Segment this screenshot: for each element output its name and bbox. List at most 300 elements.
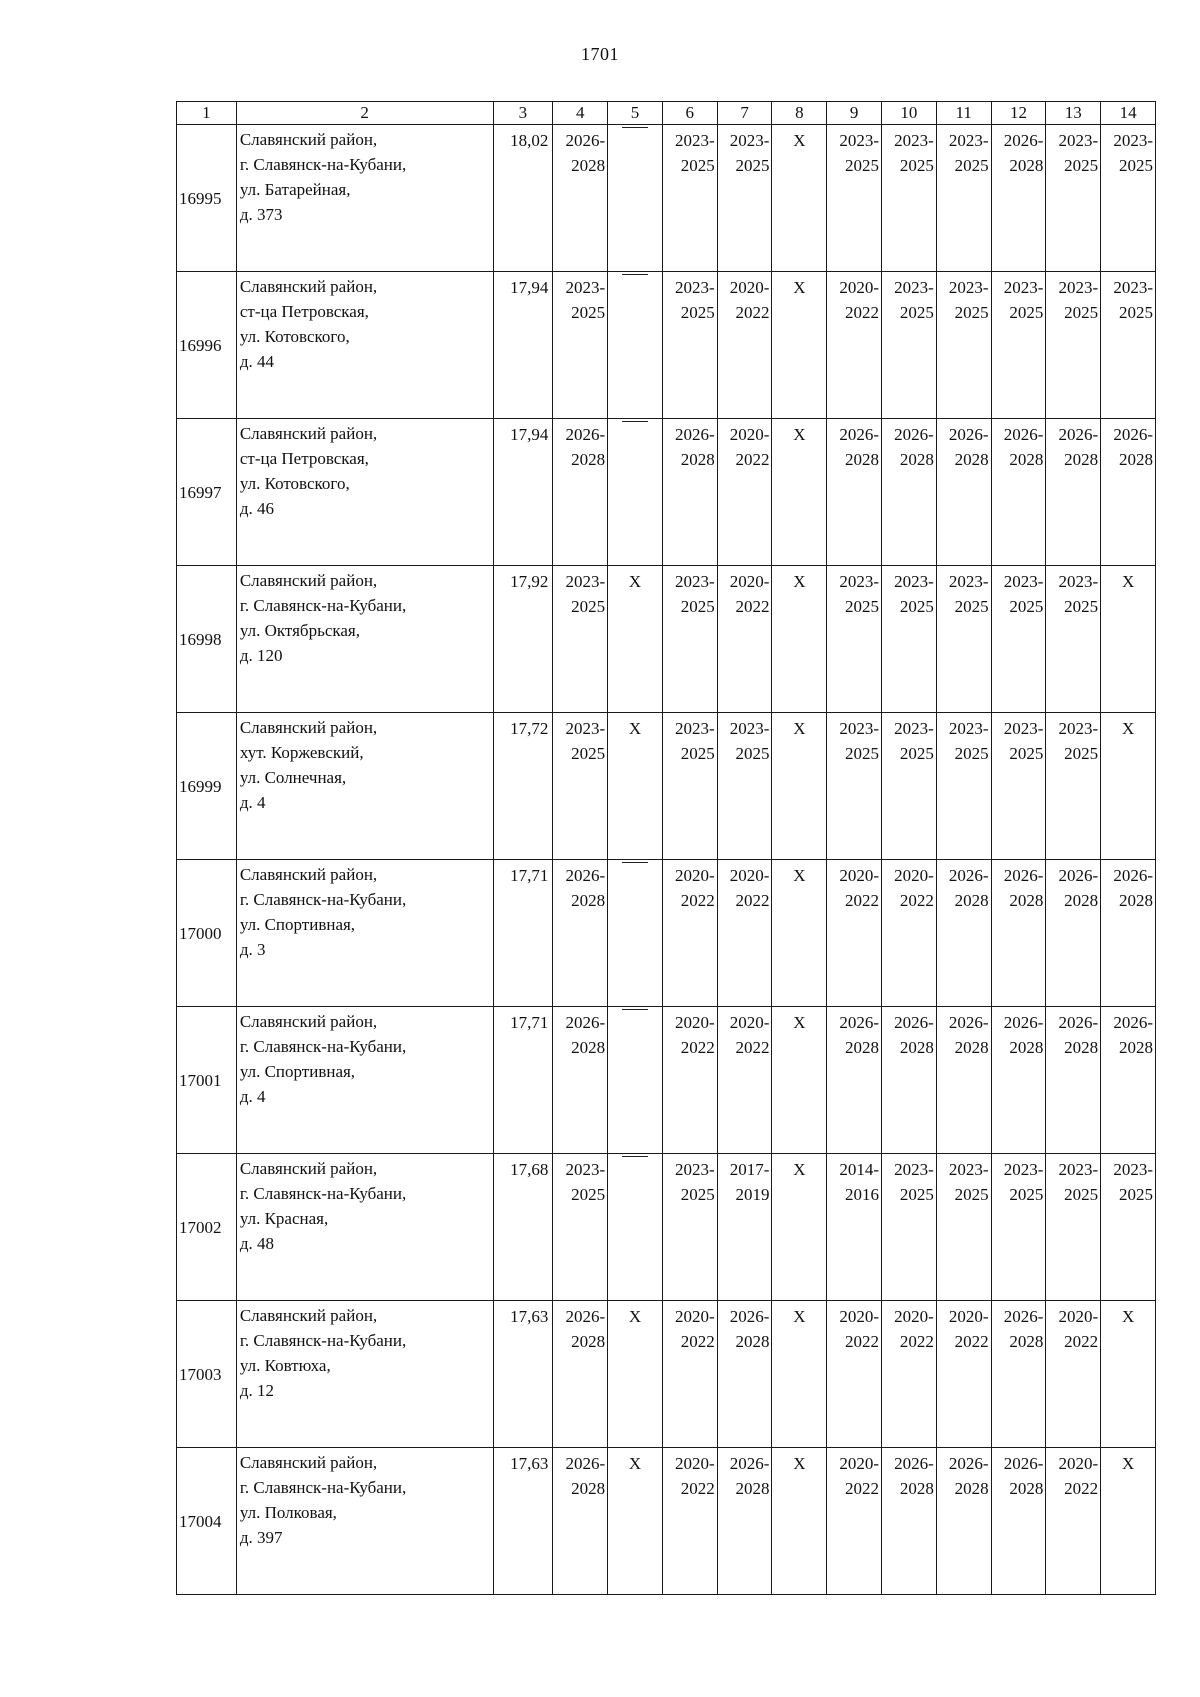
period-cell [553, 419, 608, 566]
period-cell [827, 1154, 882, 1301]
period-cell [1101, 1007, 1156, 1154]
period-end: 2025 [899, 597, 934, 616]
not-applicable-cell: X [772, 1007, 827, 1154]
value-cell: 17,72 [493, 713, 553, 860]
table-row [177, 419, 1156, 566]
period-end: 2022 [845, 891, 880, 910]
period-cell [827, 1448, 882, 1595]
address-line: Славянский район, [239, 424, 378, 443]
period-start: 2026- [948, 1454, 989, 1473]
period-cell [553, 1007, 608, 1154]
period-end: 2025 [954, 1185, 989, 1204]
period-cell [936, 1154, 991, 1301]
period-cell [1046, 1154, 1101, 1301]
address-line: ул. Октябрьская, [239, 621, 360, 640]
not-applicable-cell: X [608, 1448, 663, 1595]
period-cell [936, 1007, 991, 1154]
period-start: 2023- [1058, 1160, 1099, 1179]
table-row [177, 272, 1156, 419]
period-cell [882, 860, 937, 1007]
period-start: 2026- [565, 131, 606, 150]
period-end: 2028 [954, 1479, 989, 1498]
period-start: 2023- [894, 278, 934, 297]
value-cell: 18,02 [493, 125, 553, 272]
period-end: 2022 [680, 1479, 715, 1498]
period-end: 2028 [954, 1038, 989, 1057]
period-end: 2025 [1064, 744, 1099, 763]
empty-mark-cell [608, 125, 663, 272]
period-end: 2025 [899, 1185, 934, 1204]
table-row [177, 125, 1156, 272]
address-line: г. Славянск-на-Кубани, [239, 155, 407, 174]
period-start: 2023- [1113, 1160, 1153, 1179]
value-cell: 17,63 [493, 1448, 553, 1595]
period-end: 2022 [954, 1332, 989, 1351]
period-cell [991, 1448, 1046, 1595]
period-cell [717, 1007, 772, 1154]
period-end: 2022 [735, 1038, 770, 1057]
period-start: 2023- [948, 719, 989, 738]
period-cell [662, 1448, 717, 1595]
period-cell [717, 566, 772, 713]
table-row [177, 860, 1156, 1007]
address-line: д. 12 [239, 1381, 274, 1400]
period-start: 2014- [839, 1160, 880, 1179]
period-cell [1046, 1448, 1101, 1595]
address-cell [236, 713, 493, 860]
period-start: 2023- [1003, 1160, 1044, 1179]
period-end: 2025 [954, 597, 989, 616]
period-end: 2028 [1009, 1332, 1044, 1351]
address-line: Славянский район, [239, 718, 378, 737]
address-line: Славянский район, [239, 571, 378, 590]
period-cell [553, 1448, 608, 1595]
address-cell [236, 860, 493, 1007]
period-end: 2025 [680, 303, 715, 322]
period-cell [1101, 1154, 1156, 1301]
period-end: 2028 [1119, 1038, 1153, 1057]
period-cell [991, 860, 1046, 1007]
table-body [177, 102, 1156, 1595]
not-applicable-cell: X [1101, 1301, 1156, 1448]
address-line: Славянский район, [239, 277, 378, 296]
period-cell [553, 272, 608, 419]
address-line: ст-ца Петровская, [239, 449, 369, 468]
period-end: 2025 [1119, 156, 1153, 175]
period-cell [936, 713, 991, 860]
address-line: д. 46 [239, 499, 274, 518]
period-end: 2025 [845, 156, 880, 175]
period-start: 2023- [948, 572, 989, 591]
address-line: хут. Коржевский, [239, 743, 364, 762]
period-start: 2023- [729, 719, 770, 738]
period-start: 2026- [1003, 1454, 1044, 1473]
address-line: ул. Полковая, [239, 1503, 337, 1522]
not-applicable-cell: X [1101, 1448, 1156, 1595]
period-end: 2025 [954, 303, 989, 322]
period-start: 2026- [894, 1013, 934, 1032]
period-end: 2028 [1009, 1479, 1044, 1498]
period-cell [936, 1301, 991, 1448]
period-end: 2022 [899, 891, 934, 910]
period-end: 2028 [1009, 1038, 1044, 1057]
not-applicable-cell: X [772, 1154, 827, 1301]
address-line: д. 3 [239, 940, 266, 959]
period-start: 2020- [839, 1454, 880, 1473]
value-cell: 17,71 [493, 860, 553, 1007]
period-cell [553, 713, 608, 860]
address-line: Славянский район, [239, 1306, 378, 1325]
period-start: 2026- [565, 866, 606, 885]
table-row [177, 1007, 1156, 1154]
period-end: 2028 [845, 1038, 880, 1057]
period-end: 2025 [571, 1185, 606, 1204]
period-start: 2026- [948, 1013, 989, 1032]
period-end: 2028 [1009, 891, 1044, 910]
period-start: 2026- [565, 1013, 606, 1032]
period-end: 2028 [571, 891, 606, 910]
not-applicable-cell: X [1101, 566, 1156, 713]
address-line: г. Славянск-на-Кубани, [239, 1331, 407, 1350]
address-line: Славянский район, [239, 130, 378, 149]
period-start: 2023- [675, 719, 715, 738]
period-end: 2022 [735, 891, 770, 910]
period-cell [1101, 125, 1156, 272]
address-line: Славянский район, [239, 1159, 378, 1178]
address-line: д. 48 [239, 1234, 274, 1253]
period-end: 2028 [735, 1479, 770, 1498]
empty-mark-cell [608, 1154, 663, 1301]
value-cell: 17,92 [493, 566, 553, 713]
dash-mark [622, 274, 648, 300]
period-start: 2023- [1058, 572, 1099, 591]
column-header: 7 [717, 102, 772, 125]
period-cell [827, 1007, 882, 1154]
page-number: 1701 [581, 44, 619, 64]
period-cell [936, 125, 991, 272]
not-applicable-cell: X [772, 419, 827, 566]
period-cell [1101, 860, 1156, 1007]
address-line: Славянский район, [239, 1453, 378, 1472]
not-applicable-cell: X [608, 1301, 663, 1448]
table-row [177, 566, 1156, 713]
period-end: 2025 [1009, 1185, 1044, 1204]
period-cell [1046, 125, 1101, 272]
period-end: 2025 [680, 744, 715, 763]
period-end: 2028 [1119, 891, 1153, 910]
address-line: ул. Спортивная, [239, 1062, 356, 1081]
period-cell [991, 1301, 1046, 1448]
period-start: 2017- [729, 1160, 770, 1179]
period-end: 2028 [899, 450, 934, 469]
period-cell [662, 566, 717, 713]
address-line: ул. Солнечная, [239, 768, 347, 787]
column-header: 1 [177, 102, 237, 125]
period-cell [662, 272, 717, 419]
period-start: 2020- [675, 1013, 715, 1032]
period-end: 2028 [954, 891, 989, 910]
period-start: 2023- [839, 131, 880, 150]
period-start: 2023- [1003, 572, 1044, 591]
period-end: 2028 [899, 1479, 934, 1498]
period-start: 2026- [1003, 1013, 1044, 1032]
period-cell [991, 1007, 1046, 1154]
period-start: 2026- [565, 1307, 606, 1326]
row-number-cell: 16997 [177, 419, 237, 566]
period-cell [882, 566, 937, 713]
not-applicable-cell: X [772, 1301, 827, 1448]
address-line: Славянский район, [239, 865, 378, 884]
row-number-cell: 17000 [177, 860, 237, 1007]
period-end: 2022 [899, 1332, 934, 1351]
value-cell: 17,94 [493, 419, 553, 566]
period-end: 2028 [1009, 450, 1044, 469]
period-start: 2026- [1113, 866, 1153, 885]
period-start: 2023- [1003, 278, 1044, 297]
period-start: 2020- [839, 866, 880, 885]
row-number-cell: 16996 [177, 272, 237, 419]
period-end: 2025 [735, 156, 770, 175]
address-cell [236, 1154, 493, 1301]
period-start: 2026- [1058, 1013, 1099, 1032]
period-end: 2025 [1119, 303, 1153, 322]
period-start: 2026- [565, 425, 606, 444]
dash-mark [622, 127, 648, 153]
period-cell [827, 713, 882, 860]
period-cell [991, 272, 1046, 419]
address-cell [236, 566, 493, 713]
period-end: 2025 [1064, 156, 1099, 175]
column-header: 13 [1046, 102, 1101, 125]
address-line: Славянский район, [239, 1012, 378, 1031]
period-end: 2022 [680, 1038, 715, 1057]
period-end: 2028 [1064, 450, 1099, 469]
period-start: 2023- [565, 572, 606, 591]
period-end: 2025 [680, 1185, 715, 1204]
period-end: 2025 [845, 744, 880, 763]
period-start: 2020- [675, 1307, 715, 1326]
register-table [176, 101, 1156, 1595]
period-start: 2020- [729, 425, 770, 444]
dash-mark [622, 1009, 648, 1035]
value-cell: 17,68 [493, 1154, 553, 1301]
period-end: 2025 [845, 597, 880, 616]
period-start: 2023- [1058, 719, 1099, 738]
column-header: 10 [882, 102, 937, 125]
value-cell: 17,94 [493, 272, 553, 419]
period-start: 2026- [894, 1454, 934, 1473]
period-cell [662, 1154, 717, 1301]
period-start: 2023- [1113, 278, 1153, 297]
period-cell [882, 272, 937, 419]
period-start: 2023- [1058, 131, 1099, 150]
row-number-cell: 17004 [177, 1448, 237, 1595]
not-applicable-cell: X [772, 125, 827, 272]
address-line: ул. Красная, [239, 1209, 329, 1228]
column-header: 8 [772, 102, 827, 125]
period-cell [827, 419, 882, 566]
period-cell [1046, 713, 1101, 860]
period-cell [553, 125, 608, 272]
period-end: 2028 [845, 450, 880, 469]
period-cell [991, 419, 1046, 566]
period-end: 2028 [899, 1038, 934, 1057]
period-start: 2020- [675, 1454, 715, 1473]
period-start: 2026- [948, 866, 989, 885]
period-cell [1101, 419, 1156, 566]
not-applicable-cell: X [772, 1448, 827, 1595]
period-end: 2022 [1064, 1479, 1099, 1498]
period-start: 2023- [565, 1160, 606, 1179]
period-end: 2025 [899, 156, 934, 175]
period-start: 2020- [894, 1307, 934, 1326]
period-cell [991, 125, 1046, 272]
period-cell [882, 419, 937, 566]
empty-mark-cell [608, 1007, 663, 1154]
not-applicable-cell: X [772, 860, 827, 1007]
address-line: ул. Батарейная, [239, 180, 351, 199]
period-end: 2025 [899, 303, 934, 322]
dash-mark [622, 421, 648, 447]
period-end: 2022 [735, 597, 770, 616]
period-start: 2023- [948, 278, 989, 297]
period-end: 2025 [1009, 744, 1044, 763]
period-cell [553, 566, 608, 713]
period-end: 2022 [680, 891, 715, 910]
not-applicable-cell: X [608, 566, 663, 713]
address-line: г. Славянск-на-Кубани, [239, 1184, 407, 1203]
period-end: 2022 [735, 303, 770, 322]
period-end: 2028 [1064, 891, 1099, 910]
period-start: 2023- [948, 1160, 989, 1179]
period-end: 2025 [571, 744, 606, 763]
address-line: ст-ца Петровская, [239, 302, 369, 321]
period-start: 2026- [1003, 866, 1044, 885]
period-cell [1046, 419, 1101, 566]
period-start: 2023- [948, 131, 989, 150]
row-number-cell: 17001 [177, 1007, 237, 1154]
period-cell [936, 860, 991, 1007]
period-cell [991, 566, 1046, 713]
not-applicable-cell: X [772, 272, 827, 419]
period-cell [717, 1154, 772, 1301]
period-end: 2019 [735, 1185, 770, 1204]
period-end: 2025 [1064, 1185, 1099, 1204]
period-cell [662, 713, 717, 860]
address-line: г. Славянск-на-Кубани, [239, 1037, 407, 1056]
period-start: 2023- [1058, 278, 1099, 297]
period-start: 2023- [839, 572, 880, 591]
period-cell [662, 1301, 717, 1448]
empty-mark-cell [608, 860, 663, 1007]
period-start: 2026- [1003, 425, 1044, 444]
period-cell [553, 860, 608, 1007]
period-start: 2026- [1003, 131, 1044, 150]
period-end: 2028 [571, 1332, 606, 1351]
period-cell [991, 1154, 1046, 1301]
period-end: 2016 [845, 1185, 880, 1204]
address-line: д. 120 [239, 646, 283, 665]
period-start: 2023- [1113, 131, 1153, 150]
period-cell [882, 1448, 937, 1595]
address-cell [236, 1007, 493, 1154]
period-cell [882, 713, 937, 860]
period-start: 2023- [894, 572, 934, 591]
column-header: 11 [936, 102, 991, 125]
period-cell [553, 1301, 608, 1448]
period-end: 2028 [954, 450, 989, 469]
period-cell [827, 272, 882, 419]
table-row [177, 713, 1156, 860]
row-number-cell: 16998 [177, 566, 237, 713]
column-header-row [177, 102, 1156, 125]
not-applicable-cell: X [1101, 713, 1156, 860]
period-end: 2025 [680, 597, 715, 616]
period-start: 2023- [729, 131, 770, 150]
address-line: г. Славянск-на-Кубани, [239, 890, 407, 909]
period-end: 2028 [571, 450, 606, 469]
row-number-cell: 17003 [177, 1301, 237, 1448]
period-cell [662, 860, 717, 1007]
column-header: 9 [827, 102, 882, 125]
period-cell [827, 860, 882, 1007]
address-line: д. 4 [239, 1087, 266, 1106]
period-end: 2022 [845, 1479, 880, 1498]
period-end: 2028 [1119, 450, 1153, 469]
address-line: д. 397 [239, 1528, 283, 1547]
period-end: 2025 [571, 303, 606, 322]
period-end: 2022 [1064, 1332, 1099, 1351]
dash-mark [622, 862, 648, 888]
column-header: 5 [608, 102, 663, 125]
period-cell [1046, 566, 1101, 713]
period-start: 2026- [1113, 1013, 1153, 1032]
period-cell [936, 419, 991, 566]
period-end: 2028 [571, 1479, 606, 1498]
address-line: г. Славянск-на-Кубани, [239, 1478, 407, 1497]
period-start: 2020- [839, 278, 880, 297]
period-cell [991, 713, 1046, 860]
period-start: 2026- [675, 425, 715, 444]
period-start: 2026- [1058, 866, 1099, 885]
period-cell [662, 1007, 717, 1154]
period-start: 2023- [839, 719, 880, 738]
period-end: 2025 [571, 597, 606, 616]
period-start: 2020- [729, 1013, 770, 1032]
period-start: 2023- [675, 278, 715, 297]
address-line: ул. Котовского, [239, 327, 350, 346]
period-start: 2020- [1058, 1307, 1099, 1326]
empty-mark-cell [608, 272, 663, 419]
period-start: 2023- [894, 1160, 934, 1179]
period-end: 2025 [1119, 1185, 1153, 1204]
period-start: 2020- [729, 866, 770, 885]
table-row [177, 1301, 1156, 1448]
period-end: 2022 [680, 1332, 715, 1351]
empty-mark-cell [608, 419, 663, 566]
period-end: 2028 [735, 1332, 770, 1351]
period-start: 2020- [729, 278, 770, 297]
address-line: ул. Спортивная, [239, 915, 356, 934]
dash-mark [622, 1156, 648, 1182]
row-number-cell: 17002 [177, 1154, 237, 1301]
period-end: 2025 [899, 744, 934, 763]
row-number-cell: 16995 [177, 125, 237, 272]
address-line: ул. Ковтюха, [239, 1356, 331, 1375]
period-start: 2026- [839, 425, 880, 444]
value-cell: 17,71 [493, 1007, 553, 1154]
address-line: д. 373 [239, 205, 283, 224]
